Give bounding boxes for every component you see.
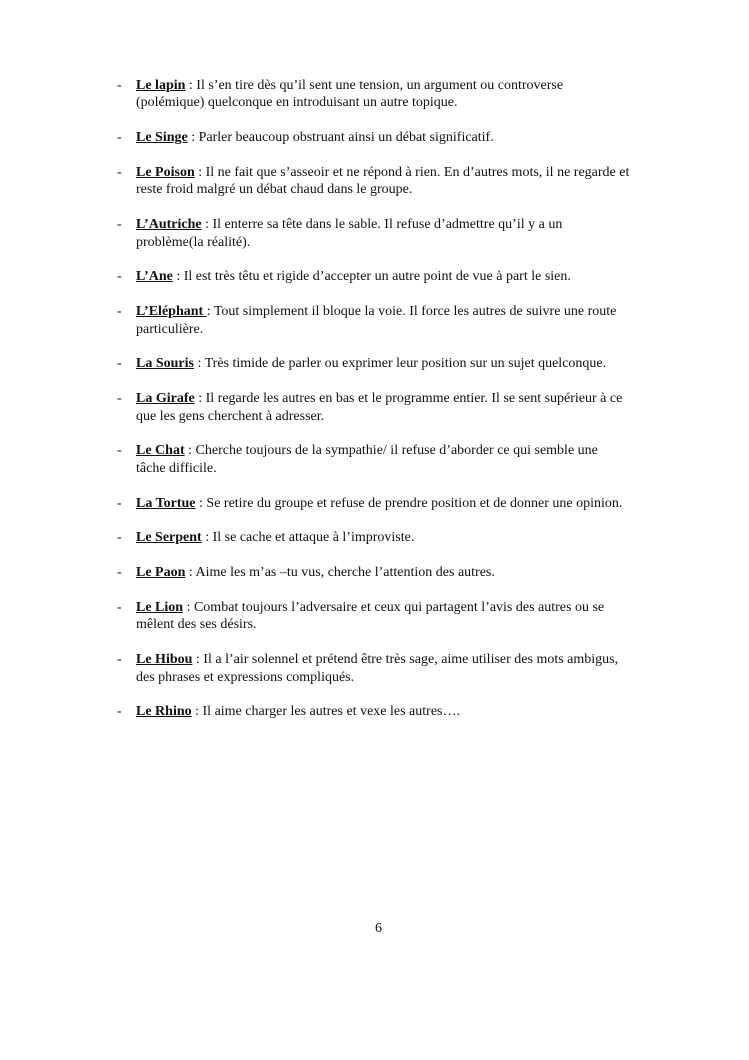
animal-term: La Girafe: [136, 391, 195, 407]
bullet-dash: -: [117, 78, 122, 93]
separator: :: [192, 652, 204, 668]
bullet-dash: -: [117, 165, 122, 180]
separator: :: [187, 130, 199, 146]
list-item: [117, 77, 677, 112]
bullet-dash: -: [117, 391, 122, 407]
bullet-dash: -: [117, 495, 122, 511]
description: Il s’en tire dès qu’il sent une tension, un argument ou controverse: [196, 78, 564, 93]
description: Il enterre sa tête dans le sable. Il refuse d’admettre qu’il y a un: [212, 217, 563, 233]
description: Il est très têtu et rigide d’accepter un autre point de vue à part le sien.: [183, 269, 571, 285]
animal-list: [117, 77, 677, 738]
bullet-dash: -: [117, 130, 122, 146]
description-continuation: reste froid malgré un débat chaud dans le groupe.: [136, 182, 413, 198]
list-item: [117, 703, 677, 720]
separator: :: [194, 165, 206, 180]
bullet-dash: -: [117, 217, 122, 233]
list-item: [117, 390, 677, 425]
description-continuation: mêlent des ses désirs.: [136, 617, 257, 633]
description: Il aime charger les autres et vexe les autres….: [202, 704, 460, 720]
animal-term: Le Chat: [136, 443, 185, 459]
separator: :: [185, 78, 197, 93]
list-item: [117, 564, 677, 581]
separator: :: [194, 391, 206, 407]
bullet-dash: -: [117, 565, 122, 581]
description: Parler beaucoup obstruant ainsi un débat significatif.: [198, 130, 494, 146]
list-item: [117, 216, 677, 251]
animal-term: Le Serpent: [136, 530, 202, 546]
animal-term: Le Rhino: [136, 704, 192, 720]
animal-term: Le Hibou: [136, 652, 193, 668]
animal-term: L’Eléphant: [136, 304, 207, 320]
bullet-dash: -: [117, 443, 122, 459]
description-continuation: des phrases et expressions compliqués.: [136, 669, 355, 685]
description: Se retire du groupe et refuse de prendre position et de donner une opinion.: [206, 495, 623, 511]
animal-term: Le Singe: [136, 130, 188, 146]
list-item: [117, 599, 677, 634]
description: Combat toujours l’adversaire et ceux qui partagent l’avis des autres ou se: [193, 600, 605, 615]
separator: :: [172, 269, 184, 285]
description: Il regarde les autres en bas et le programme entier. Il se sent supérieur à ce: [205, 391, 623, 407]
description-continuation: particulière.: [136, 321, 204, 337]
separator: :: [191, 704, 203, 720]
separator: :: [183, 600, 194, 615]
bullet-dash: -: [117, 530, 122, 546]
animal-term: La Tortue: [136, 495, 196, 511]
description: Il se cache et attaque à l’improviste.: [212, 530, 415, 546]
list-item: [117, 651, 677, 686]
list-item: [117, 129, 677, 146]
separator: :: [201, 530, 213, 546]
separator: :: [201, 217, 213, 233]
description: Cherche toujours de la sympathie/ il refuse d’aborder ce qui semble une: [195, 443, 598, 459]
animal-term: Le Poison: [136, 165, 195, 180]
animal-term: Le Lion: [136, 600, 184, 615]
separator: :: [195, 495, 207, 511]
list-item: [117, 303, 677, 338]
animal-term: La Souris: [136, 356, 194, 372]
list-item: [117, 355, 677, 372]
separator: :: [206, 304, 214, 320]
bullet-dash: -: [117, 304, 122, 320]
bullet-dash: -: [117, 704, 122, 720]
description: Tout simplement il bloque la voie. Il force les autres de suivre une route: [213, 304, 617, 320]
description: Très timide de parler ou exprimer leur position sur un sujet quelconque.: [204, 356, 607, 372]
bullet-dash: -: [117, 652, 122, 668]
description-continuation: (polémique) quelconque en introduisant un autre topique.: [136, 95, 458, 111]
description-continuation: tâche difficile.: [136, 460, 217, 476]
list-item: [117, 442, 677, 477]
separator: :: [184, 443, 196, 459]
separator: :: [185, 565, 196, 581]
animal-term: Le Paon: [136, 565, 186, 581]
animal-term: L’Autriche: [136, 217, 202, 233]
list-item: [117, 164, 677, 199]
list-item: [117, 495, 677, 512]
bullet-dash: -: [117, 269, 122, 285]
description: Il ne fait que s’asseoir et ne répond à rien. En d’autres mots, il ne regarde et: [205, 165, 630, 180]
list-item: [117, 268, 677, 285]
description: Aime les m’as –tu vus, cherche l’attention des autres.: [195, 565, 495, 581]
description-continuation: problème(la réalité).: [136, 234, 251, 250]
separator: :: [193, 356, 205, 372]
bullet-dash: -: [117, 356, 122, 372]
page-number: 6: [375, 921, 382, 936]
bullet-dash: -: [117, 600, 122, 615]
animal-term: L’Ane: [136, 269, 173, 285]
description: Il a l’air solennel et prétend être très sage, aime utiliser des mots ambigus,: [203, 652, 619, 668]
animal-term: Le lapin: [136, 78, 186, 93]
description-continuation: que les gens cherchent à adresser.: [136, 408, 325, 424]
list-item: [117, 529, 677, 546]
